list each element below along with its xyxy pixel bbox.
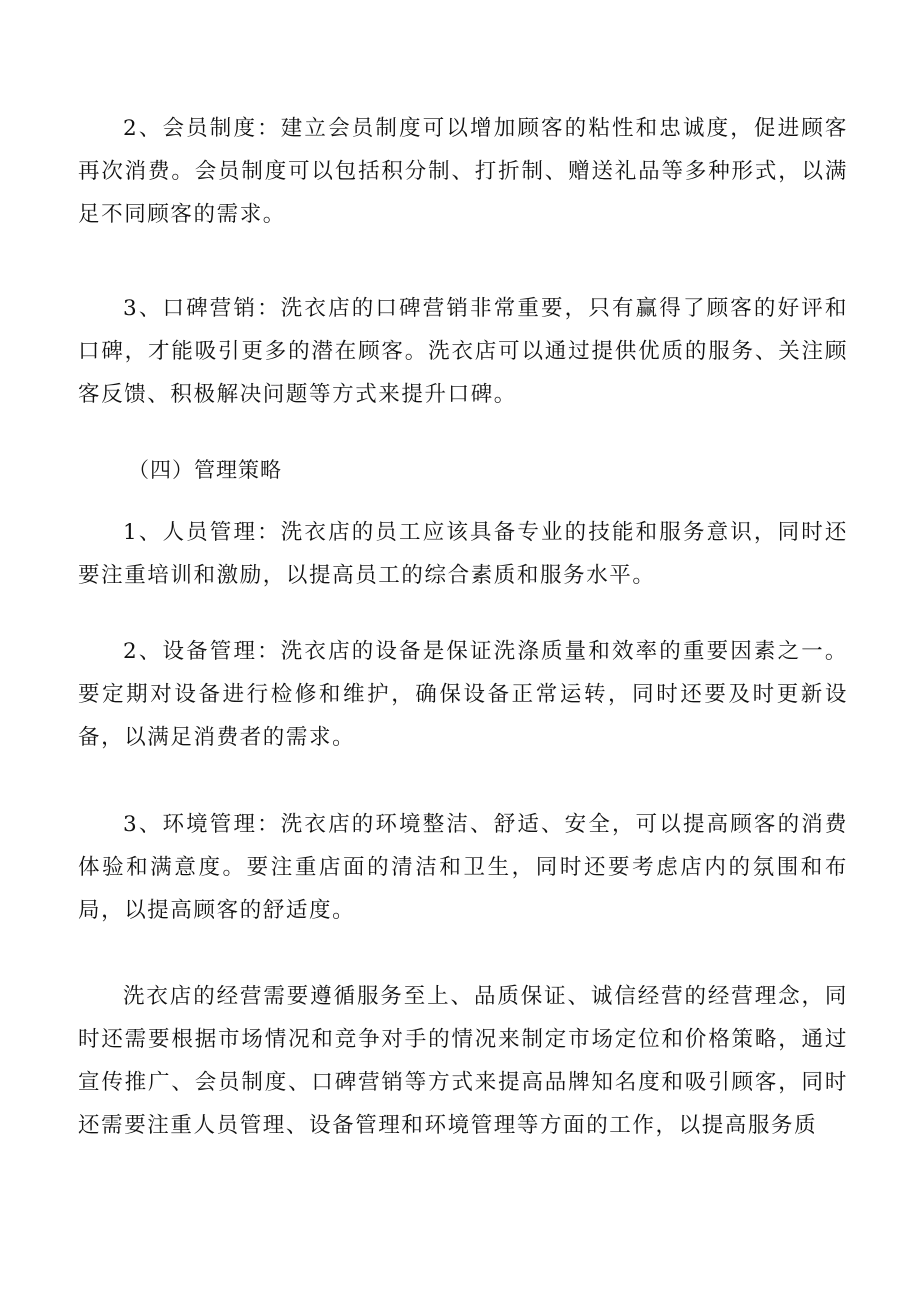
paragraph-membership-system: 2、会员制度：建立会员制度可以增加顾客的粘性和忠诚度，促进顾客再次消费。会员制度可以包括积分制、打折制、赠送礼品等多种形式，以满足不同顾客的需求。 — [78, 116, 848, 227]
paragraph-equipment-management: 2、设备管理：洗衣店的设备是保证洗涤质量和效率的重要因素之一。要定期对设备进行检修和维护，确保设备正常运转，同时还要及时更新设备，以满足消费者的需求。 — [78, 639, 848, 750]
paragraph-environment-management: 3、环境管理：洗衣店的环境整洁、舒适、安全，可以提高顾客的消费体验和满意度。要注重店面的清洁和卫生，同时还要考虑店内的氛围和布局，以提高顾客的舒适度。 — [78, 812, 848, 923]
section-heading-management-strategy: （四）管理策略 — [128, 458, 282, 482]
paragraph-staff-management: 1、人员管理：洗衣店的员工应该具备专业的技能和服务意识，同时还要注重培训和激励，以提高员工的综合素质和服务水平。 — [78, 520, 848, 588]
paragraph-word-of-mouth-marketing: 3、口碑营销：洗衣店的口碑营销非常重要，只有赢得了顾客的好评和口碑，才能吸引更多的潜在顾客。洗衣店可以通过提供优质的服务、关注顾客反馈、积极解决问题等方式来提升口碑。 — [78, 296, 848, 407]
paragraph-summary: 洗衣店的经营需要遵循服务至上、品质保证、诚信经营的经营理念，同时还需要根据市场情况和竞争对手的情况来制定市场定位和价格策略，通过宣传推广、会员制度、口碑营销等方式来提高品牌知名度和吸引顾客，同时还需要注重人员管理、设备管理和环境管理等方面的工作，以提高服务质 — [78, 984, 848, 1138]
